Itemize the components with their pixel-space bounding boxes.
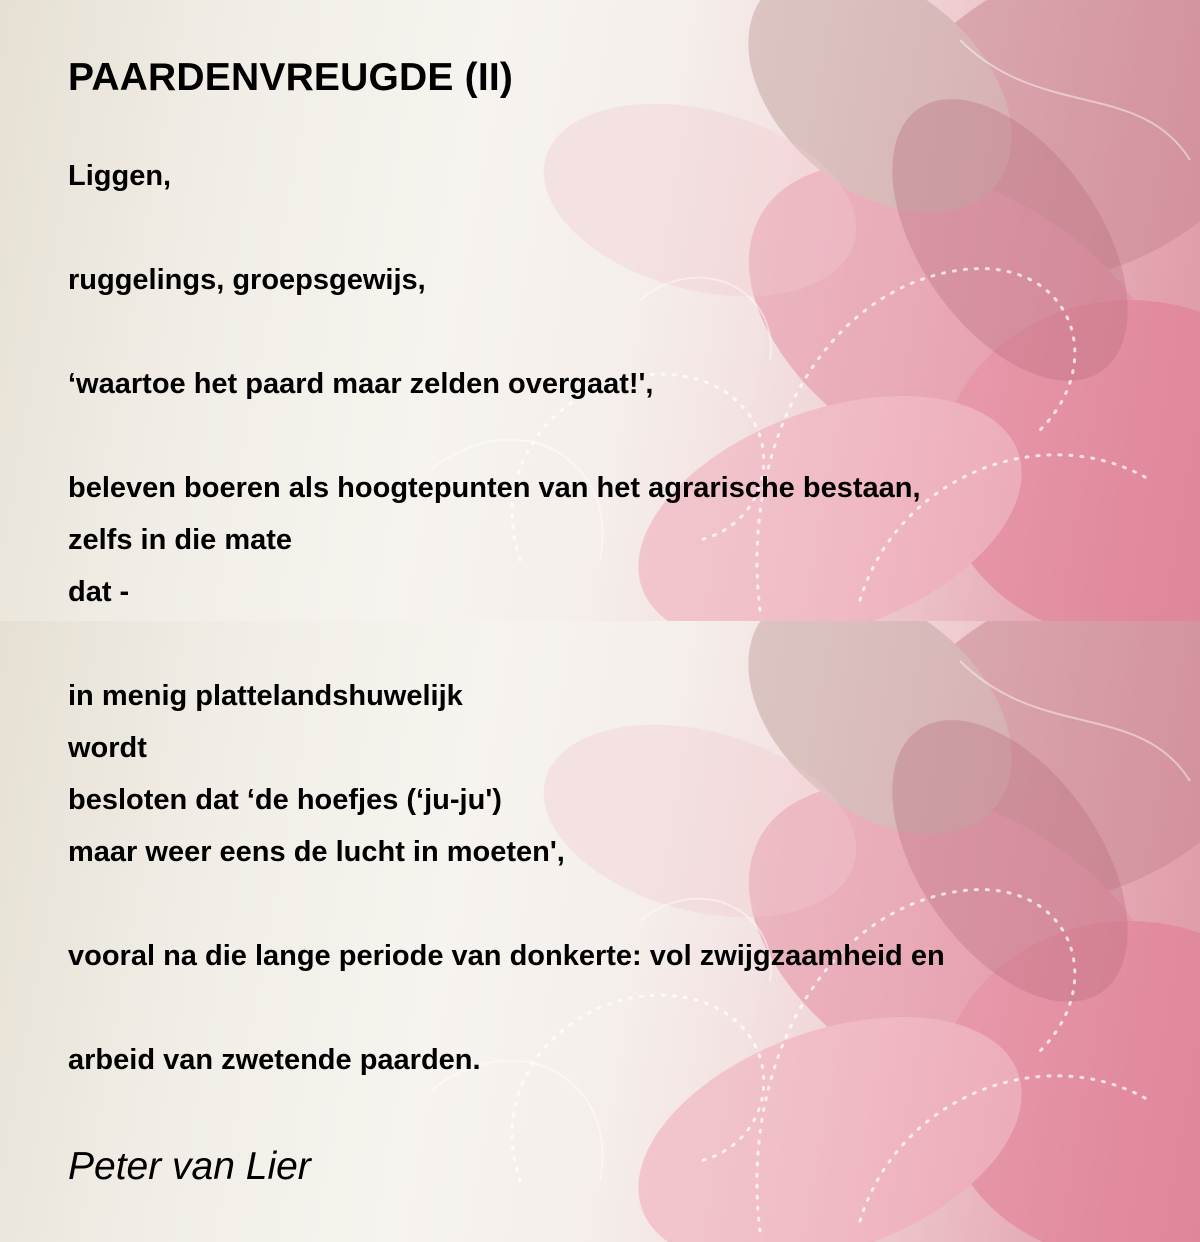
poem-line: ruggelings, groepsgewijs,: [68, 264, 426, 296]
poem-line: besloten dat ‘de hoefjes (‘ju-ju'): [68, 784, 502, 816]
poem-line: zelfs in die mate: [68, 524, 293, 556]
poem-line: maar weer eens de lucht in moeten',: [68, 836, 565, 868]
poem-line: wordt: [68, 732, 147, 764]
poem-line: ‘waartoe het paard maar zelden overgaat!',: [68, 368, 654, 400]
poem-title: PAARDENVREUGDE (II): [68, 56, 514, 99]
poem-line: Liggen,: [68, 160, 172, 192]
poem-line: beleven boeren als hoogtepunten van het agrarische bestaan,: [68, 472, 921, 504]
poem-author: Peter van Lier: [68, 1145, 311, 1188]
poem-line: dat -: [68, 576, 130, 608]
poem-line: vooral na die lange periode van donkerte: vol zwijgzaamheid en: [68, 940, 945, 972]
poem-line: arbeid van zwetende paarden.: [68, 1044, 481, 1076]
poem-line: in menig plattelandshuwelijk: [68, 680, 463, 712]
